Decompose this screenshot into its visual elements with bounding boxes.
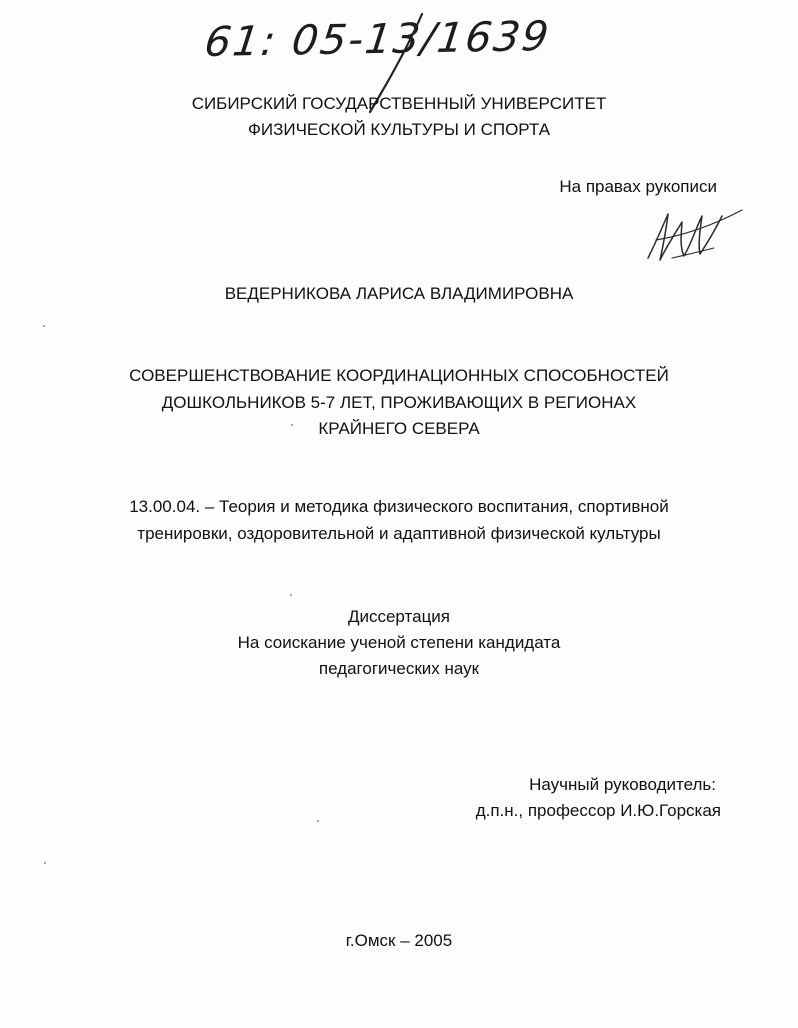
specialty-line2: тренировки, оздоровительной и адаптивной физической культуры	[137, 524, 661, 543]
document-type: Диссертация	[347, 607, 451, 626]
author-name: ВЕДЕРНИКОВА ЛАРИСА ВЛАДИМИРОВНА	[224, 284, 574, 303]
city-year: г.Омск – 2005	[345, 931, 453, 950]
scan-speck	[44, 862, 46, 864]
thesis-title-line1: СОВЕРШЕНСТВОВАНИЕ КООРДИНАЦИОННЫХ СПОСОБНОСТЕЙ	[129, 366, 669, 385]
supervisor-label: Научный руководитель:	[529, 775, 716, 794]
scan-speck	[43, 325, 45, 327]
degree-purpose-line1: На соискание ученой степени кандидата	[237, 633, 561, 652]
scan-speck	[290, 594, 292, 596]
university-name-line1: СИБИРСКИЙ ГОСУДАРСТВЕННЫЙ УНИВЕРСИТЕТ	[191, 94, 607, 113]
handwritten-signature	[638, 200, 750, 270]
degree-purpose-line2: педагогических наук	[318, 659, 480, 678]
thesis-title-line3: КРАЙНЕГО СЕВЕРА	[318, 419, 480, 438]
scan-speck	[291, 424, 293, 426]
specialty-line1: 13.00.04. – Теория и методика физического воспитания, спортивной	[129, 497, 669, 516]
thesis-title-line2: ДОШКОЛЬНИКОВ 5-7 ЛЕТ, ПРОЖИВАЮЩИХ В РЕГИОНАХ	[161, 393, 637, 412]
scan-speck	[317, 820, 319, 822]
manuscript-rights-label: На правах рукописи	[559, 177, 717, 196]
university-name-line2: ФИЗИЧЕСКОЙ КУЛЬТУРЫ И СПОРТА	[247, 120, 551, 139]
archive-code: 61: 05-13/1639	[202, 11, 554, 66]
supervisor-name: д.п.н., профессор И.Ю.Горская	[475, 801, 721, 820]
